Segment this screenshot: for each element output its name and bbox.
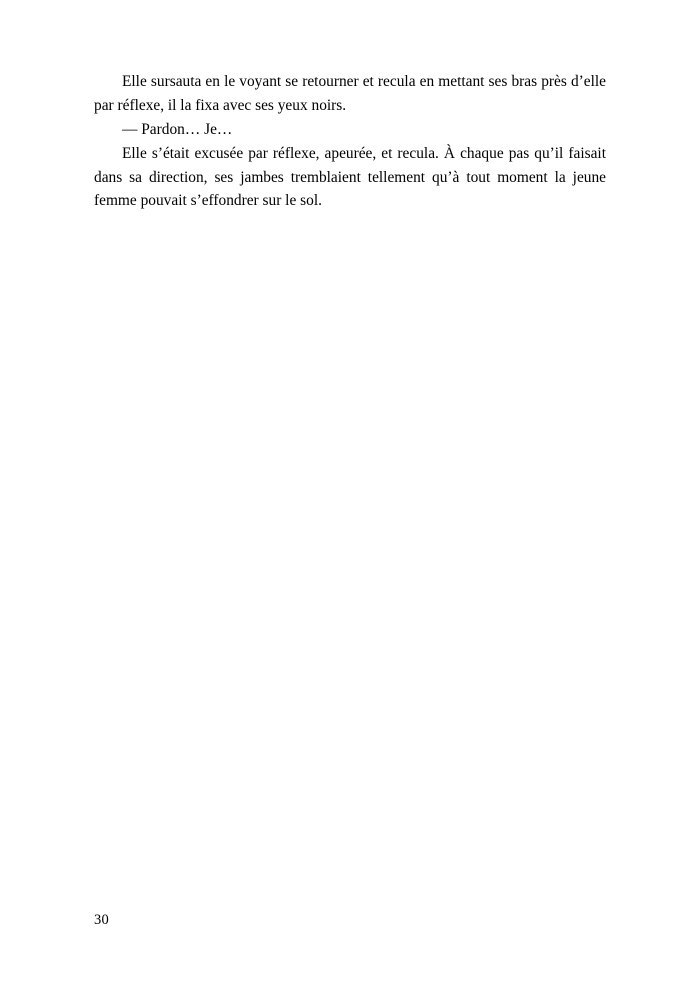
body-text — [94, 70, 606, 213]
paragraph-2-dialogue: — Pardon… Je… — [122, 120, 233, 138]
page-number: 30 — [94, 912, 109, 928]
paragraph-3: Elle s’était excusée par réflexe, apeurée, et recula. À chaque pas qu’il faisait dans sa direction, ses jambes tremblaient tellement qu’à tout moment la jeune femme pouvait s’effondrer sur le sol. — [94, 144, 606, 210]
paragraph-1: Elle sursauta en le voyant se retourner et recula en mettant ses bras près d’elle par réflexe, il la fixa avec ses yeux noirs. — [94, 73, 606, 114]
